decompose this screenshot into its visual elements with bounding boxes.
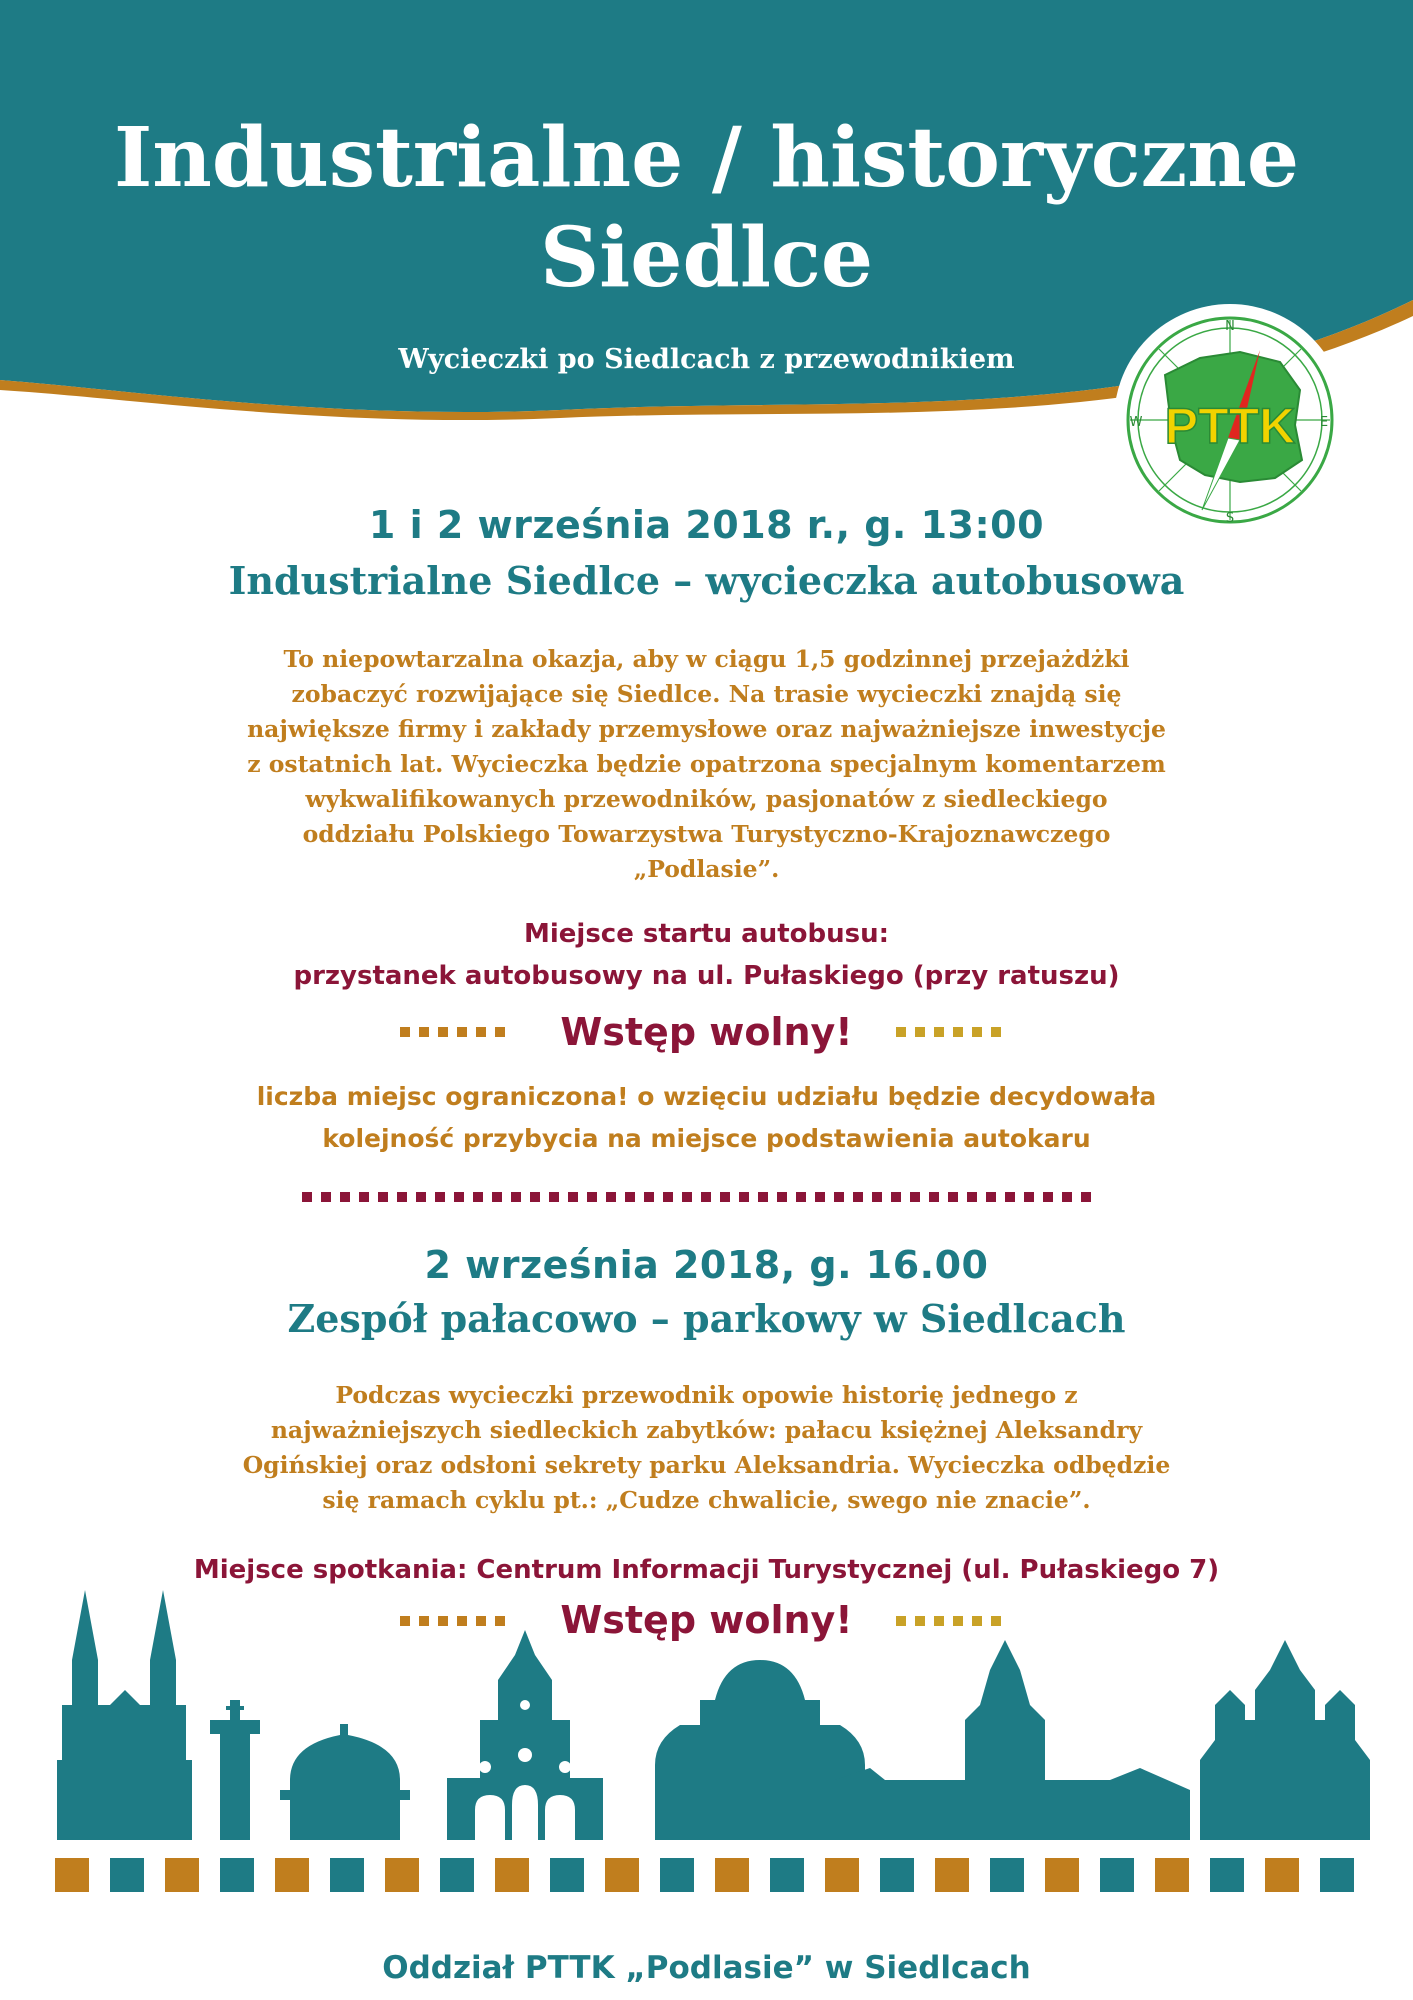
event2-desc-line: najważniejszych siedleckich zabytków: pałacu księżnej Aleksandry <box>270 1416 1143 1444</box>
decor-square <box>880 1858 914 1892</box>
decor-square <box>825 1858 859 1892</box>
divider-dot <box>910 1192 920 1202</box>
divider-dot <box>492 1192 502 1202</box>
decor-square <box>605 1858 639 1892</box>
divider-dot <box>568 1192 578 1202</box>
event1-desc-line: największe firmy i zakłady przemysłowe oraz najważniejsze inwestycje <box>247 715 1166 743</box>
divider-dot <box>473 1192 483 1202</box>
divider-dot <box>872 1192 882 1202</box>
divider-dot <box>967 1192 977 1202</box>
compass-n: N <box>1225 319 1235 334</box>
event2-desc-line: się ramach cyklu pt.: „Cudze chwalicie, swego nie znacie”. <box>322 1486 1091 1514</box>
divider-dot <box>720 1192 730 1202</box>
decor-square <box>660 1858 694 1892</box>
decor-dots-right <box>896 1027 1001 1037</box>
divider-dot <box>853 1192 863 1202</box>
footer-text: Oddział PTTK „Podlasie” w Siedlcach <box>382 1950 1031 1986</box>
divider-dot <box>549 1192 559 1202</box>
decor-squares <box>55 1858 1354 1892</box>
event1-note <box>0 1076 1413 1160</box>
decor-square <box>1155 1858 1189 1892</box>
event2-desc-line: Ogińskiej oraz odsłoni sekrety parku Aleksandria. Wycieczka odbędzie <box>242 1451 1171 1479</box>
decor-square <box>935 1858 969 1892</box>
decor-square <box>275 1858 309 1892</box>
divider-dot <box>1043 1192 1053 1202</box>
divider-dot <box>701 1192 711 1202</box>
event2-place: Miejsce spotkania: Centrum Informacji Turystycznej (ul. Pułaskiego 7) <box>193 1555 1220 1585</box>
compass-w: W <box>1129 415 1143 430</box>
event1-desc-line: wykwalifikowanych przewodników, pasjonatów z siedleckiego <box>305 785 1108 813</box>
title-line-2: Siedlce <box>539 210 874 306</box>
event1-description <box>0 642 1413 887</box>
divider-dot <box>891 1192 901 1202</box>
event1-note-line: kolejność przybycia na miejsce podstawienia autokaru <box>322 1124 1091 1153</box>
event2-description <box>0 1378 1413 1518</box>
decor-square <box>330 1858 364 1892</box>
divider-dot <box>359 1192 369 1202</box>
decor-square <box>550 1858 584 1892</box>
event1-desc-line: oddziału Polskiego Towarzystwa Turystyczno-Krajoznawczego <box>302 820 1111 848</box>
divider-dot <box>321 1192 331 1202</box>
decor-square <box>990 1858 1024 1892</box>
event1-place <box>0 913 1413 997</box>
event2-date: 2 września 2018, g. 16.00 <box>424 1243 989 1287</box>
divider-dot <box>397 1192 407 1202</box>
decor-square <box>110 1858 144 1892</box>
decor-square <box>715 1858 749 1892</box>
section-divider <box>302 1192 1091 1202</box>
compass-e: E <box>1319 415 1329 430</box>
divider-dot <box>1005 1192 1015 1202</box>
decor-square <box>1100 1858 1134 1892</box>
event1-name: Industrialne Siedlce – wycieczka autobusowa <box>228 558 1185 603</box>
divider-dot <box>340 1192 350 1202</box>
event1-desc-line: z ostatnich lat. Wycieczka będzie opatrzona specjalnym komentarzem <box>247 750 1166 778</box>
decor-square <box>1320 1858 1354 1892</box>
divider-dot <box>815 1192 825 1202</box>
divider-dot <box>416 1192 426 1202</box>
divider-dot <box>606 1192 616 1202</box>
decor-square <box>1045 1858 1079 1892</box>
logo-text: PTTK <box>1164 398 1296 454</box>
divider-dot <box>682 1192 692 1202</box>
divider-dot <box>1024 1192 1034 1202</box>
event2-desc-line: Podczas wycieczki przewodnik opowie historię jednego z <box>335 1381 1078 1409</box>
divider-dot <box>435 1192 445 1202</box>
divider-dot <box>796 1192 806 1202</box>
subtitle: Wycieczki po Siedlcach z przewodnikiem <box>398 344 1015 375</box>
divider-dot <box>302 1192 312 1202</box>
title-line-1: Industrialne / historyczne <box>113 110 1300 206</box>
divider-dot <box>644 1192 654 1202</box>
event1-place-label: Miejsce startu autobusu: <box>523 919 889 949</box>
divider-dot <box>948 1192 958 1202</box>
divider-dot <box>986 1192 996 1202</box>
event2-free-entry: Wstęp wolny! <box>560 1598 853 1642</box>
decor-square <box>55 1858 89 1892</box>
divider-dot <box>1062 1192 1072 1202</box>
city-skyline-illustration <box>0 1585 1413 1845</box>
divider-dot <box>454 1192 464 1202</box>
divider-dot <box>587 1192 597 1202</box>
divider-dot <box>739 1192 749 1202</box>
event1-date: 1 i 2 września 2018 r., g. 13:00 <box>368 503 1045 547</box>
decor-square <box>770 1858 804 1892</box>
event1-place-value: przystanek autobusowy na ul. Pułaskiego (przy ratuszu) <box>293 961 1120 991</box>
divider-dot <box>1081 1192 1091 1202</box>
event1-desc-line: zobaczyć rozwijające się Siedlce. Na trasie wycieczki znajdą się <box>291 680 1122 708</box>
decor-square <box>495 1858 529 1892</box>
divider-dot <box>834 1192 844 1202</box>
event1-desc-line: To niepowtarzalna okazja, aby w ciągu 1,5 godzinnej przejażdżki <box>283 645 1130 673</box>
divider-dot <box>929 1192 939 1202</box>
decor-square <box>1265 1858 1299 1892</box>
compass-s: S <box>1225 511 1235 526</box>
decor-square <box>385 1858 419 1892</box>
decor-square <box>1210 1858 1244 1892</box>
decor-square <box>165 1858 199 1892</box>
divider-dot <box>625 1192 635 1202</box>
divider-dot <box>511 1192 521 1202</box>
divider-dot <box>777 1192 787 1202</box>
decor-square <box>440 1858 474 1892</box>
decor-square <box>220 1858 254 1892</box>
divider-dot <box>530 1192 540 1202</box>
event1-desc-line: „Podlasie”. <box>633 855 780 883</box>
divider-dot <box>758 1192 768 1202</box>
event2-name: Zespół pałacowo – parkowy w Siedlcach <box>287 1296 1126 1341</box>
event1-free-entry: Wstęp wolny! <box>560 1010 853 1054</box>
event1-note-line: liczba miejsc ograniczona! o wzięciu udziału będzie decydowała <box>256 1082 1157 1111</box>
divider-dot <box>663 1192 673 1202</box>
divider-dot <box>378 1192 388 1202</box>
